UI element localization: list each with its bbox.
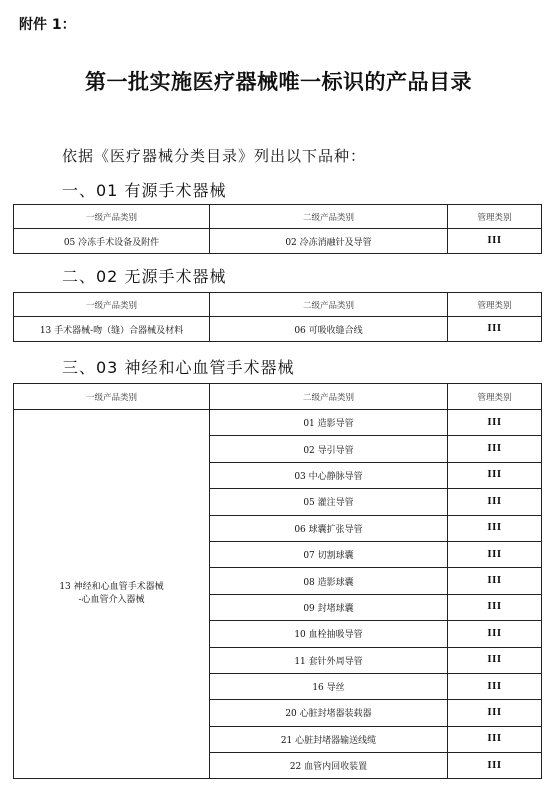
section-3-table xyxy=(13,383,542,779)
secondary-category-cell: 10 血栓抽吸导管 xyxy=(210,621,448,647)
management-class-cell: III xyxy=(448,229,542,254)
secondary-category-cell: 22 血管内回收装置 xyxy=(210,753,448,779)
header-secondary-category: 二级产品类别 xyxy=(210,205,448,229)
primary-category-line-1: 13 神经和心血管手术器械 xyxy=(59,581,164,592)
secondary-category-cell: 05 灌注导管 xyxy=(210,489,448,515)
management-class-cell: III xyxy=(448,647,542,673)
section-heading-2: 二、02 无源手术器械 xyxy=(62,267,227,286)
section-heading-3: 三、03 神经和心血管手术器械 xyxy=(62,358,295,377)
management-class-cell: III xyxy=(448,568,542,594)
management-class-cell: III xyxy=(448,515,542,541)
document-title: 第一批实施医疗器械唯一标识的产品目录 xyxy=(85,69,472,94)
table-row xyxy=(14,229,542,254)
header-primary-category: 一级产品类别 xyxy=(14,384,210,410)
secondary-category-cell: 07 切割球囊 xyxy=(210,541,448,567)
table-row xyxy=(14,410,542,436)
management-class-cell: III xyxy=(448,621,542,647)
management-class-cell: III xyxy=(448,436,542,462)
management-class-cell: III xyxy=(448,753,542,779)
secondary-category-cell: 08 造影球囊 xyxy=(210,568,448,594)
management-class-cell: III xyxy=(448,489,542,515)
header-management-class: 管理类别 xyxy=(448,384,542,410)
primary-category-cell: 05 冷冻手术设备及附件 xyxy=(14,229,210,254)
primary-category-cell: 13 手术器械-吻（缝）合器械及材料 xyxy=(14,317,210,342)
management-class-cell: III xyxy=(448,726,542,752)
secondary-category-cell: 06 球囊扩张导管 xyxy=(210,515,448,541)
table-header-row xyxy=(14,205,542,229)
secondary-category-cell: 03 中心静脉导管 xyxy=(210,462,448,488)
secondary-category-cell: 01 造影导管 xyxy=(210,410,448,436)
management-class-cell: III xyxy=(448,594,542,620)
secondary-category-cell: 02 冷冻消融针及导管 xyxy=(210,229,448,254)
attachment-label: 附件 1： xyxy=(19,17,76,33)
primary-category-line-2: -心血管介入器械 xyxy=(78,595,145,606)
intro-text: 依据《医疗器械分类目录》列出以下品种： xyxy=(62,147,367,165)
header-secondary-category: 二级产品类别 xyxy=(210,293,448,317)
management-class-cell: III xyxy=(448,541,542,567)
secondary-category-cell: 09 封堵球囊 xyxy=(210,594,448,620)
header-primary-category: 一级产品类别 xyxy=(14,293,210,317)
secondary-category-cell: 02 导引导管 xyxy=(210,436,448,462)
table-header-row xyxy=(14,384,542,410)
header-primary-category: 一级产品类别 xyxy=(14,205,210,229)
header-management-class: 管理类别 xyxy=(448,205,542,229)
section-heading-1: 一、01 有源手术器械 xyxy=(62,181,227,200)
section-1-table xyxy=(13,204,542,254)
section-2-table xyxy=(13,292,542,342)
management-class-cell: III xyxy=(448,700,542,726)
management-class-cell: III xyxy=(448,462,542,488)
secondary-category-cell: 16 导丝 xyxy=(210,673,448,699)
management-class-cell: III xyxy=(448,673,542,699)
table-row xyxy=(14,317,542,342)
table-header-row xyxy=(14,293,542,317)
secondary-category-cell: 20 心脏封堵器装载器 xyxy=(210,700,448,726)
secondary-category-cell: 06 可吸收缝合线 xyxy=(210,317,448,342)
management-class-cell: III xyxy=(448,317,542,342)
header-secondary-category: 二级产品类别 xyxy=(210,384,448,410)
secondary-category-cell: 11 套针外周导管 xyxy=(210,647,448,673)
header-management-class: 管理类别 xyxy=(448,293,542,317)
management-class-cell: III xyxy=(448,410,542,436)
primary-category-cell xyxy=(14,410,210,779)
secondary-category-cell: 21 心脏封堵器输送线缆 xyxy=(210,726,448,752)
